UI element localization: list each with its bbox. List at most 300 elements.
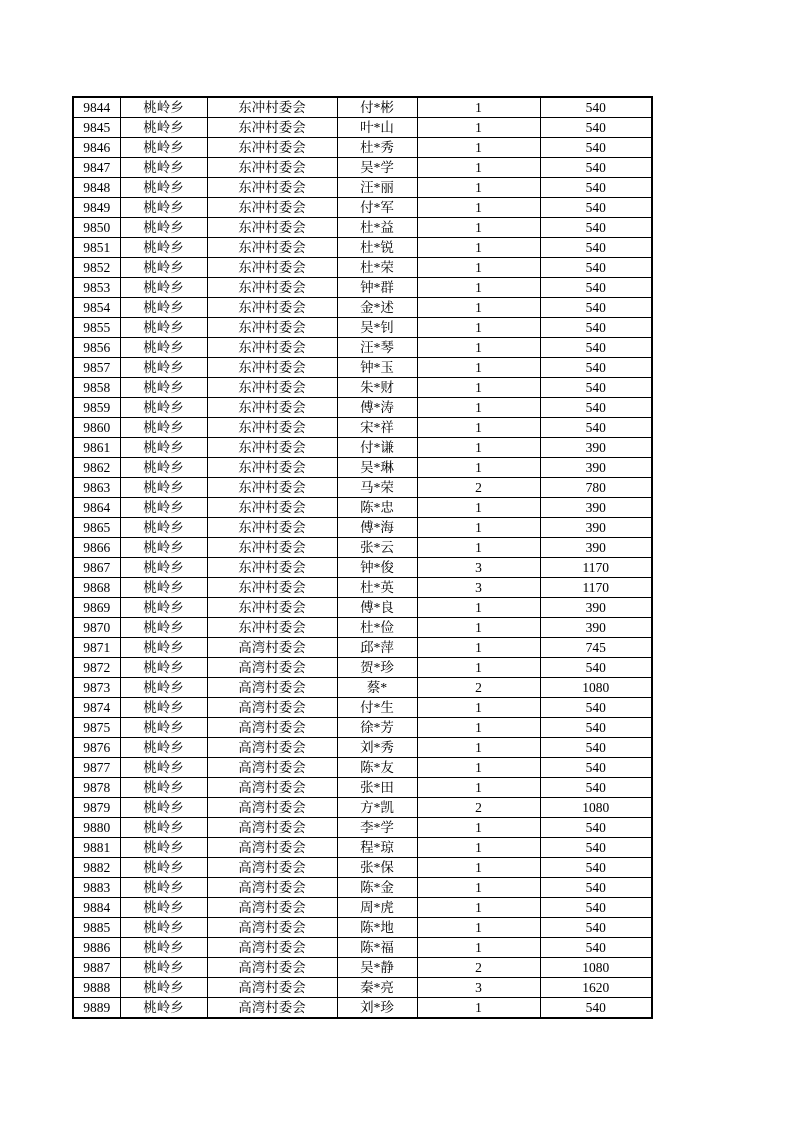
row-number-cell: 9846 — [73, 138, 120, 158]
township-cell: 桃岭乡 — [120, 978, 207, 998]
row-number-cell: 9857 — [73, 358, 120, 378]
count-cell: 1 — [417, 138, 540, 158]
township-cell: 桃岭乡 — [120, 698, 207, 718]
village-committee-cell: 东冲村委会 — [207, 378, 337, 398]
row-number-cell: 9876 — [73, 738, 120, 758]
township-cell: 桃岭乡 — [120, 498, 207, 518]
table-row — [73, 118, 652, 138]
count-cell: 2 — [417, 678, 540, 698]
amount-cell: 540 — [540, 758, 652, 778]
table-row — [73, 838, 652, 858]
village-committee-cell: 高湾村委会 — [207, 738, 337, 758]
name-cell: 杜*俭 — [337, 618, 417, 638]
name-cell: 陈*福 — [337, 938, 417, 958]
amount-cell: 540 — [540, 778, 652, 798]
township-cell: 桃岭乡 — [120, 938, 207, 958]
amount-cell: 540 — [540, 658, 652, 678]
name-cell: 杜*荣 — [337, 258, 417, 278]
table-row — [73, 758, 652, 778]
table-row — [73, 738, 652, 758]
name-cell: 汪*丽 — [337, 178, 417, 198]
village-committee-cell: 东冲村委会 — [207, 418, 337, 438]
name-cell: 汪*琴 — [337, 338, 417, 358]
village-committee-cell: 东冲村委会 — [207, 578, 337, 598]
village-committee-cell: 东冲村委会 — [207, 118, 337, 138]
township-cell: 桃岭乡 — [120, 758, 207, 778]
name-cell: 陈*金 — [337, 878, 417, 898]
count-cell: 1 — [417, 298, 540, 318]
township-cell: 桃岭乡 — [120, 798, 207, 818]
amount-cell: 390 — [540, 458, 652, 478]
count-cell: 1 — [417, 258, 540, 278]
row-number-cell: 9867 — [73, 558, 120, 578]
row-number-cell: 9888 — [73, 978, 120, 998]
row-number-cell: 9884 — [73, 898, 120, 918]
village-committee-cell: 东冲村委会 — [207, 298, 337, 318]
name-cell: 张*保 — [337, 858, 417, 878]
row-number-cell: 9847 — [73, 158, 120, 178]
township-cell: 桃岭乡 — [120, 458, 207, 478]
village-committee-cell: 高湾村委会 — [207, 678, 337, 698]
village-committee-cell: 高湾村委会 — [207, 878, 337, 898]
table-row — [73, 818, 652, 838]
table-row — [73, 258, 652, 278]
table-row — [73, 658, 652, 678]
row-number-cell: 9861 — [73, 438, 120, 458]
count-cell: 1 — [417, 938, 540, 958]
row-number-cell: 9850 — [73, 218, 120, 238]
township-cell: 桃岭乡 — [120, 338, 207, 358]
count-cell: 1 — [417, 778, 540, 798]
row-number-cell: 9855 — [73, 318, 120, 338]
township-cell: 桃岭乡 — [120, 398, 207, 418]
name-cell: 付*军 — [337, 198, 417, 218]
name-cell: 吴*静 — [337, 958, 417, 978]
row-number-cell: 9875 — [73, 718, 120, 738]
township-cell: 桃岭乡 — [120, 238, 207, 258]
count-cell: 1 — [417, 618, 540, 638]
name-cell: 秦*亮 — [337, 978, 417, 998]
name-cell: 朱*财 — [337, 378, 417, 398]
data-table — [72, 96, 653, 1019]
village-committee-cell: 东冲村委会 — [207, 598, 337, 618]
amount-cell: 540 — [540, 858, 652, 878]
name-cell: 叶*山 — [337, 118, 417, 138]
village-committee-cell: 东冲村委会 — [207, 178, 337, 198]
count-cell: 1 — [417, 458, 540, 478]
count-cell: 1 — [417, 738, 540, 758]
name-cell: 陈*友 — [337, 758, 417, 778]
table-row — [73, 97, 652, 118]
name-cell: 付*彬 — [337, 97, 417, 118]
table-row — [73, 478, 652, 498]
row-number-cell: 9862 — [73, 458, 120, 478]
village-committee-cell: 高湾村委会 — [207, 858, 337, 878]
count-cell: 1 — [417, 698, 540, 718]
amount-cell: 390 — [540, 438, 652, 458]
count-cell: 1 — [417, 638, 540, 658]
count-cell: 2 — [417, 798, 540, 818]
count-cell: 1 — [417, 318, 540, 338]
amount-cell: 540 — [540, 298, 652, 318]
table-row — [73, 398, 652, 418]
name-cell: 陈*地 — [337, 918, 417, 938]
amount-cell: 1620 — [540, 978, 652, 998]
count-cell: 2 — [417, 478, 540, 498]
row-number-cell: 9844 — [73, 97, 120, 118]
amount-cell: 540 — [540, 838, 652, 858]
table-body — [73, 97, 652, 1018]
table-row — [73, 778, 652, 798]
count-cell: 1 — [417, 97, 540, 118]
amount-cell: 540 — [540, 418, 652, 438]
table-row — [73, 518, 652, 538]
township-cell: 桃岭乡 — [120, 558, 207, 578]
table-row — [73, 338, 652, 358]
amount-cell: 540 — [540, 338, 652, 358]
amount-cell: 1080 — [540, 798, 652, 818]
row-number-cell: 9870 — [73, 618, 120, 638]
amount-cell: 540 — [540, 198, 652, 218]
amount-cell: 540 — [540, 818, 652, 838]
name-cell: 傅*良 — [337, 598, 417, 618]
table-row — [73, 598, 652, 618]
row-number-cell: 9886 — [73, 938, 120, 958]
name-cell: 钟*玉 — [337, 358, 417, 378]
amount-cell: 540 — [540, 718, 652, 738]
count-cell: 2 — [417, 958, 540, 978]
row-number-cell: 9872 — [73, 658, 120, 678]
row-number-cell: 9883 — [73, 878, 120, 898]
name-cell: 付*谦 — [337, 438, 417, 458]
township-cell: 桃岭乡 — [120, 778, 207, 798]
village-committee-cell: 东冲村委会 — [207, 558, 337, 578]
table-row — [73, 678, 652, 698]
row-number-cell: 9889 — [73, 998, 120, 1019]
amount-cell: 540 — [540, 938, 652, 958]
count-cell: 3 — [417, 578, 540, 598]
amount-cell: 780 — [540, 478, 652, 498]
township-cell: 桃岭乡 — [120, 278, 207, 298]
township-cell: 桃岭乡 — [120, 578, 207, 598]
row-number-cell: 9869 — [73, 598, 120, 618]
count-cell: 1 — [417, 438, 540, 458]
count-cell: 1 — [417, 358, 540, 378]
row-number-cell: 9873 — [73, 678, 120, 698]
name-cell: 刘*秀 — [337, 738, 417, 758]
township-cell: 桃岭乡 — [120, 518, 207, 538]
name-cell: 傅*涛 — [337, 398, 417, 418]
village-committee-cell: 东冲村委会 — [207, 338, 337, 358]
amount-cell: 540 — [540, 738, 652, 758]
count-cell: 1 — [417, 858, 540, 878]
row-number-cell: 9853 — [73, 278, 120, 298]
village-committee-cell: 东冲村委会 — [207, 158, 337, 178]
row-number-cell: 9858 — [73, 378, 120, 398]
village-committee-cell: 东冲村委会 — [207, 498, 337, 518]
count-cell: 1 — [417, 338, 540, 358]
name-cell: 吴*学 — [337, 158, 417, 178]
village-committee-cell: 东冲村委会 — [207, 518, 337, 538]
count-cell: 1 — [417, 818, 540, 838]
township-cell: 桃岭乡 — [120, 358, 207, 378]
table-row — [73, 558, 652, 578]
amount-cell: 1080 — [540, 678, 652, 698]
amount-cell: 540 — [540, 878, 652, 898]
township-cell: 桃岭乡 — [120, 658, 207, 678]
table-row — [73, 938, 652, 958]
name-cell: 吴*钊 — [337, 318, 417, 338]
count-cell: 1 — [417, 838, 540, 858]
count-cell: 1 — [417, 278, 540, 298]
village-committee-cell: 东冲村委会 — [207, 318, 337, 338]
township-cell: 桃岭乡 — [120, 838, 207, 858]
table-row — [73, 798, 652, 818]
table-row — [73, 358, 652, 378]
count-cell: 1 — [417, 918, 540, 938]
township-cell: 桃岭乡 — [120, 818, 207, 838]
name-cell: 付*生 — [337, 698, 417, 718]
village-committee-cell: 东冲村委会 — [207, 198, 337, 218]
row-number-cell: 9885 — [73, 918, 120, 938]
name-cell: 杜*秀 — [337, 138, 417, 158]
township-cell: 桃岭乡 — [120, 438, 207, 458]
amount-cell: 540 — [540, 898, 652, 918]
table-row — [73, 698, 652, 718]
township-cell: 桃岭乡 — [120, 298, 207, 318]
township-cell: 桃岭乡 — [120, 598, 207, 618]
amount-cell: 540 — [540, 378, 652, 398]
village-committee-cell: 高湾村委会 — [207, 838, 337, 858]
village-committee-cell: 东冲村委会 — [207, 458, 337, 478]
count-cell: 1 — [417, 998, 540, 1019]
table-row — [73, 998, 652, 1019]
row-number-cell: 9871 — [73, 638, 120, 658]
row-number-cell: 9852 — [73, 258, 120, 278]
amount-cell: 390 — [540, 538, 652, 558]
name-cell: 蔡* — [337, 678, 417, 698]
township-cell: 桃岭乡 — [120, 858, 207, 878]
row-number-cell: 9865 — [73, 518, 120, 538]
amount-cell: 745 — [540, 638, 652, 658]
village-committee-cell: 东冲村委会 — [207, 438, 337, 458]
row-number-cell: 9882 — [73, 858, 120, 878]
row-number-cell: 9856 — [73, 338, 120, 358]
name-cell: 徐*芳 — [337, 718, 417, 738]
row-number-cell: 9881 — [73, 838, 120, 858]
row-number-cell: 9845 — [73, 118, 120, 138]
amount-cell: 540 — [540, 358, 652, 378]
table-row — [73, 538, 652, 558]
township-cell: 桃岭乡 — [120, 958, 207, 978]
count-cell: 1 — [417, 898, 540, 918]
row-number-cell: 9879 — [73, 798, 120, 818]
township-cell: 桃岭乡 — [120, 478, 207, 498]
amount-cell: 540 — [540, 318, 652, 338]
name-cell: 张*田 — [337, 778, 417, 798]
amount-cell: 540 — [540, 138, 652, 158]
count-cell: 1 — [417, 538, 540, 558]
count-cell: 1 — [417, 158, 540, 178]
row-number-cell: 9868 — [73, 578, 120, 598]
township-cell: 桃岭乡 — [120, 178, 207, 198]
amount-cell: 390 — [540, 518, 652, 538]
amount-cell: 540 — [540, 278, 652, 298]
amount-cell: 540 — [540, 158, 652, 178]
amount-cell: 540 — [540, 97, 652, 118]
amount-cell: 1170 — [540, 558, 652, 578]
row-number-cell: 9849 — [73, 198, 120, 218]
name-cell: 吴*琳 — [337, 458, 417, 478]
village-committee-cell: 东冲村委会 — [207, 238, 337, 258]
village-committee-cell: 高湾村委会 — [207, 998, 337, 1019]
count-cell: 1 — [417, 378, 540, 398]
count-cell: 1 — [417, 218, 540, 238]
name-cell: 钟*俊 — [337, 558, 417, 578]
township-cell: 桃岭乡 — [120, 318, 207, 338]
township-cell: 桃岭乡 — [120, 738, 207, 758]
village-committee-cell: 东冲村委会 — [207, 258, 337, 278]
count-cell: 1 — [417, 398, 540, 418]
table-row — [73, 198, 652, 218]
table-row — [73, 618, 652, 638]
table-row — [73, 978, 652, 998]
count-cell: 1 — [417, 658, 540, 678]
village-committee-cell: 东冲村委会 — [207, 358, 337, 378]
village-committee-cell: 高湾村委会 — [207, 758, 337, 778]
village-committee-cell: 东冲村委会 — [207, 618, 337, 638]
township-cell: 桃岭乡 — [120, 158, 207, 178]
table-row — [73, 298, 652, 318]
count-cell: 1 — [417, 198, 540, 218]
township-cell: 桃岭乡 — [120, 378, 207, 398]
township-cell: 桃岭乡 — [120, 118, 207, 138]
amount-cell: 540 — [540, 118, 652, 138]
count-cell: 1 — [417, 878, 540, 898]
row-number-cell: 9848 — [73, 178, 120, 198]
village-committee-cell: 高湾村委会 — [207, 958, 337, 978]
table-row — [73, 238, 652, 258]
table-row — [73, 318, 652, 338]
township-cell: 桃岭乡 — [120, 618, 207, 638]
village-committee-cell: 高湾村委会 — [207, 798, 337, 818]
village-committee-cell: 东冲村委会 — [207, 278, 337, 298]
row-number-cell: 9878 — [73, 778, 120, 798]
township-cell: 桃岭乡 — [120, 418, 207, 438]
amount-cell: 540 — [540, 218, 652, 238]
township-cell: 桃岭乡 — [120, 218, 207, 238]
count-cell: 1 — [417, 598, 540, 618]
table-row — [73, 918, 652, 938]
table-row — [73, 178, 652, 198]
village-committee-cell: 高湾村委会 — [207, 658, 337, 678]
name-cell: 傅*海 — [337, 518, 417, 538]
township-cell: 桃岭乡 — [120, 638, 207, 658]
table-row — [73, 638, 652, 658]
township-cell: 桃岭乡 — [120, 998, 207, 1019]
row-number-cell: 9880 — [73, 818, 120, 838]
table-row — [73, 278, 652, 298]
table-row — [73, 418, 652, 438]
name-cell: 金*述 — [337, 298, 417, 318]
table-row — [73, 218, 652, 238]
amount-cell: 540 — [540, 178, 652, 198]
township-cell: 桃岭乡 — [120, 718, 207, 738]
table-row — [73, 718, 652, 738]
village-committee-cell: 东冲村委会 — [207, 97, 337, 118]
amount-cell: 390 — [540, 618, 652, 638]
township-cell: 桃岭乡 — [120, 898, 207, 918]
village-committee-cell: 高湾村委会 — [207, 978, 337, 998]
township-cell: 桃岭乡 — [120, 918, 207, 938]
count-cell: 1 — [417, 418, 540, 438]
name-cell: 程*琼 — [337, 838, 417, 858]
village-committee-cell: 高湾村委会 — [207, 818, 337, 838]
village-committee-cell: 东冲村委会 — [207, 398, 337, 418]
amount-cell: 540 — [540, 258, 652, 278]
count-cell: 3 — [417, 558, 540, 578]
count-cell: 1 — [417, 518, 540, 538]
row-number-cell: 9860 — [73, 418, 120, 438]
row-number-cell: 9859 — [73, 398, 120, 418]
amount-cell: 1080 — [540, 958, 652, 978]
township-cell: 桃岭乡 — [120, 97, 207, 118]
name-cell: 钟*群 — [337, 278, 417, 298]
row-number-cell: 9863 — [73, 478, 120, 498]
amount-cell: 540 — [540, 918, 652, 938]
table-row — [73, 158, 652, 178]
name-cell: 陈*忠 — [337, 498, 417, 518]
name-cell: 张*云 — [337, 538, 417, 558]
amount-cell: 540 — [540, 998, 652, 1019]
row-number-cell: 9866 — [73, 538, 120, 558]
amount-cell: 1170 — [540, 578, 652, 598]
table-row — [73, 958, 652, 978]
name-cell: 杜*英 — [337, 578, 417, 598]
count-cell: 1 — [417, 238, 540, 258]
township-cell: 桃岭乡 — [120, 138, 207, 158]
village-committee-cell: 高湾村委会 — [207, 638, 337, 658]
village-committee-cell: 高湾村委会 — [207, 718, 337, 738]
village-committee-cell: 东冲村委会 — [207, 538, 337, 558]
row-number-cell: 9854 — [73, 298, 120, 318]
village-committee-cell: 东冲村委会 — [207, 218, 337, 238]
name-cell: 邱*萍 — [337, 638, 417, 658]
name-cell: 贺*珍 — [337, 658, 417, 678]
table-row — [73, 878, 652, 898]
township-cell: 桃岭乡 — [120, 198, 207, 218]
count-cell: 1 — [417, 498, 540, 518]
township-cell: 桃岭乡 — [120, 258, 207, 278]
table-row — [73, 858, 652, 878]
name-cell: 宋*祥 — [337, 418, 417, 438]
name-cell: 刘*珍 — [337, 998, 417, 1019]
row-number-cell: 9874 — [73, 698, 120, 718]
name-cell: 周*虎 — [337, 898, 417, 918]
count-cell: 1 — [417, 118, 540, 138]
name-cell: 杜*锐 — [337, 238, 417, 258]
row-number-cell: 9877 — [73, 758, 120, 778]
township-cell: 桃岭乡 — [120, 538, 207, 558]
township-cell: 桃岭乡 — [120, 878, 207, 898]
name-cell: 方*凯 — [337, 798, 417, 818]
count-cell: 1 — [417, 178, 540, 198]
count-cell: 1 — [417, 758, 540, 778]
table-row — [73, 138, 652, 158]
name-cell: 杜*益 — [337, 218, 417, 238]
row-number-cell: 9887 — [73, 958, 120, 978]
table-row — [73, 898, 652, 918]
